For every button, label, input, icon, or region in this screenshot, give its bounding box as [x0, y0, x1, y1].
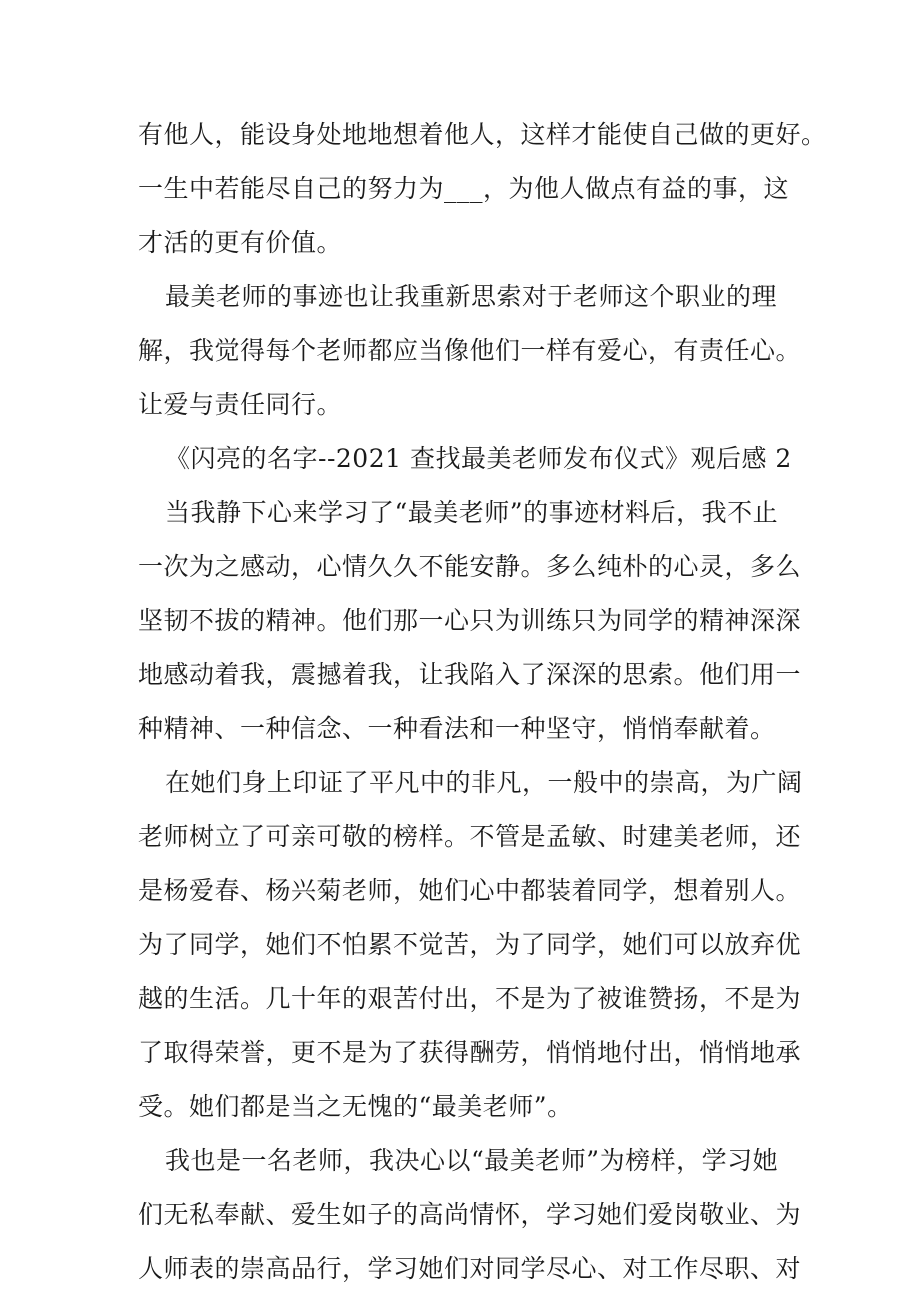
text-line: 一生中若能尽自己的努力为___，为他人做点有益的事，这: [138, 174, 790, 203]
text-line: 有他人，能设身处地地想着他人，这样才能使自己做的更好。: [138, 120, 827, 149]
text-line: 一次为之感动，心情久久不能安静。多么纯朴的心灵，多么: [138, 552, 802, 581]
text-line: 越的生活。几十年的艰苦付出，不是为了被谁赞扬，不是为: [138, 984, 802, 1013]
text-line: 种精神、一种信念、一种看法和一种坚守，悄悄奉献着。: [138, 714, 776, 743]
text-line: 才活的更有价值。: [138, 228, 343, 257]
text-line: 坚韧不拔的精神。他们那一心只为训练只为同学的精神深深: [138, 606, 802, 635]
text-line: 人师表的崇高品行，学习她们对同学尽心、对工作尽职、对: [138, 1254, 802, 1283]
paragraph-start-line: 我也是一名老师，我决心以“最美老师”为榜样，学习她: [165, 1146, 779, 1175]
section-title: 《闪亮的名字--2021 查找最美老师发布仪式》观后感 2: [165, 444, 792, 473]
text-line: 们无私奉献、爱生如子的高尚情怀，学习她们爱岗敬业、为: [138, 1200, 802, 1229]
text-line: 老师树立了可亲可敬的榜样。不管是孟敏、时建美老师，还: [138, 822, 802, 851]
text-line: 为了同学，她们不怕累不觉苦，为了同学，她们可以放弃优: [138, 930, 802, 959]
text-line: 地感动着我，震撼着我，让我陷入了深深的思索。他们用一: [138, 660, 802, 689]
text-line: 了取得荣誉，更不是为了获得酬劳，悄悄地付出，悄悄地承: [138, 1038, 802, 1067]
paragraph-start-line: 在她们身上印证了平凡中的非凡，一般中的崇高，为广阔: [165, 768, 803, 797]
document-body: [138, 108, 827, 1296]
text-line: 解，我觉得每个老师都应当像他们一样有爱心，有责任心。: [138, 336, 802, 365]
text-line: 让爱与责任同行。: [138, 390, 343, 419]
paragraph-start-line: 当我静下心来学习了“最美老师”的事迹材料后，我不止: [165, 498, 779, 527]
text-line: 是杨爱春、杨兴菊老师，她们心中都装着同学，想着别人。: [138, 876, 802, 905]
paragraph-start-line: 最美老师的事迹也让我重新思索对于老师这个职业的理: [165, 282, 778, 311]
text-line: 受。她们都是当之无愧的“最美老师”。: [138, 1092, 573, 1121]
